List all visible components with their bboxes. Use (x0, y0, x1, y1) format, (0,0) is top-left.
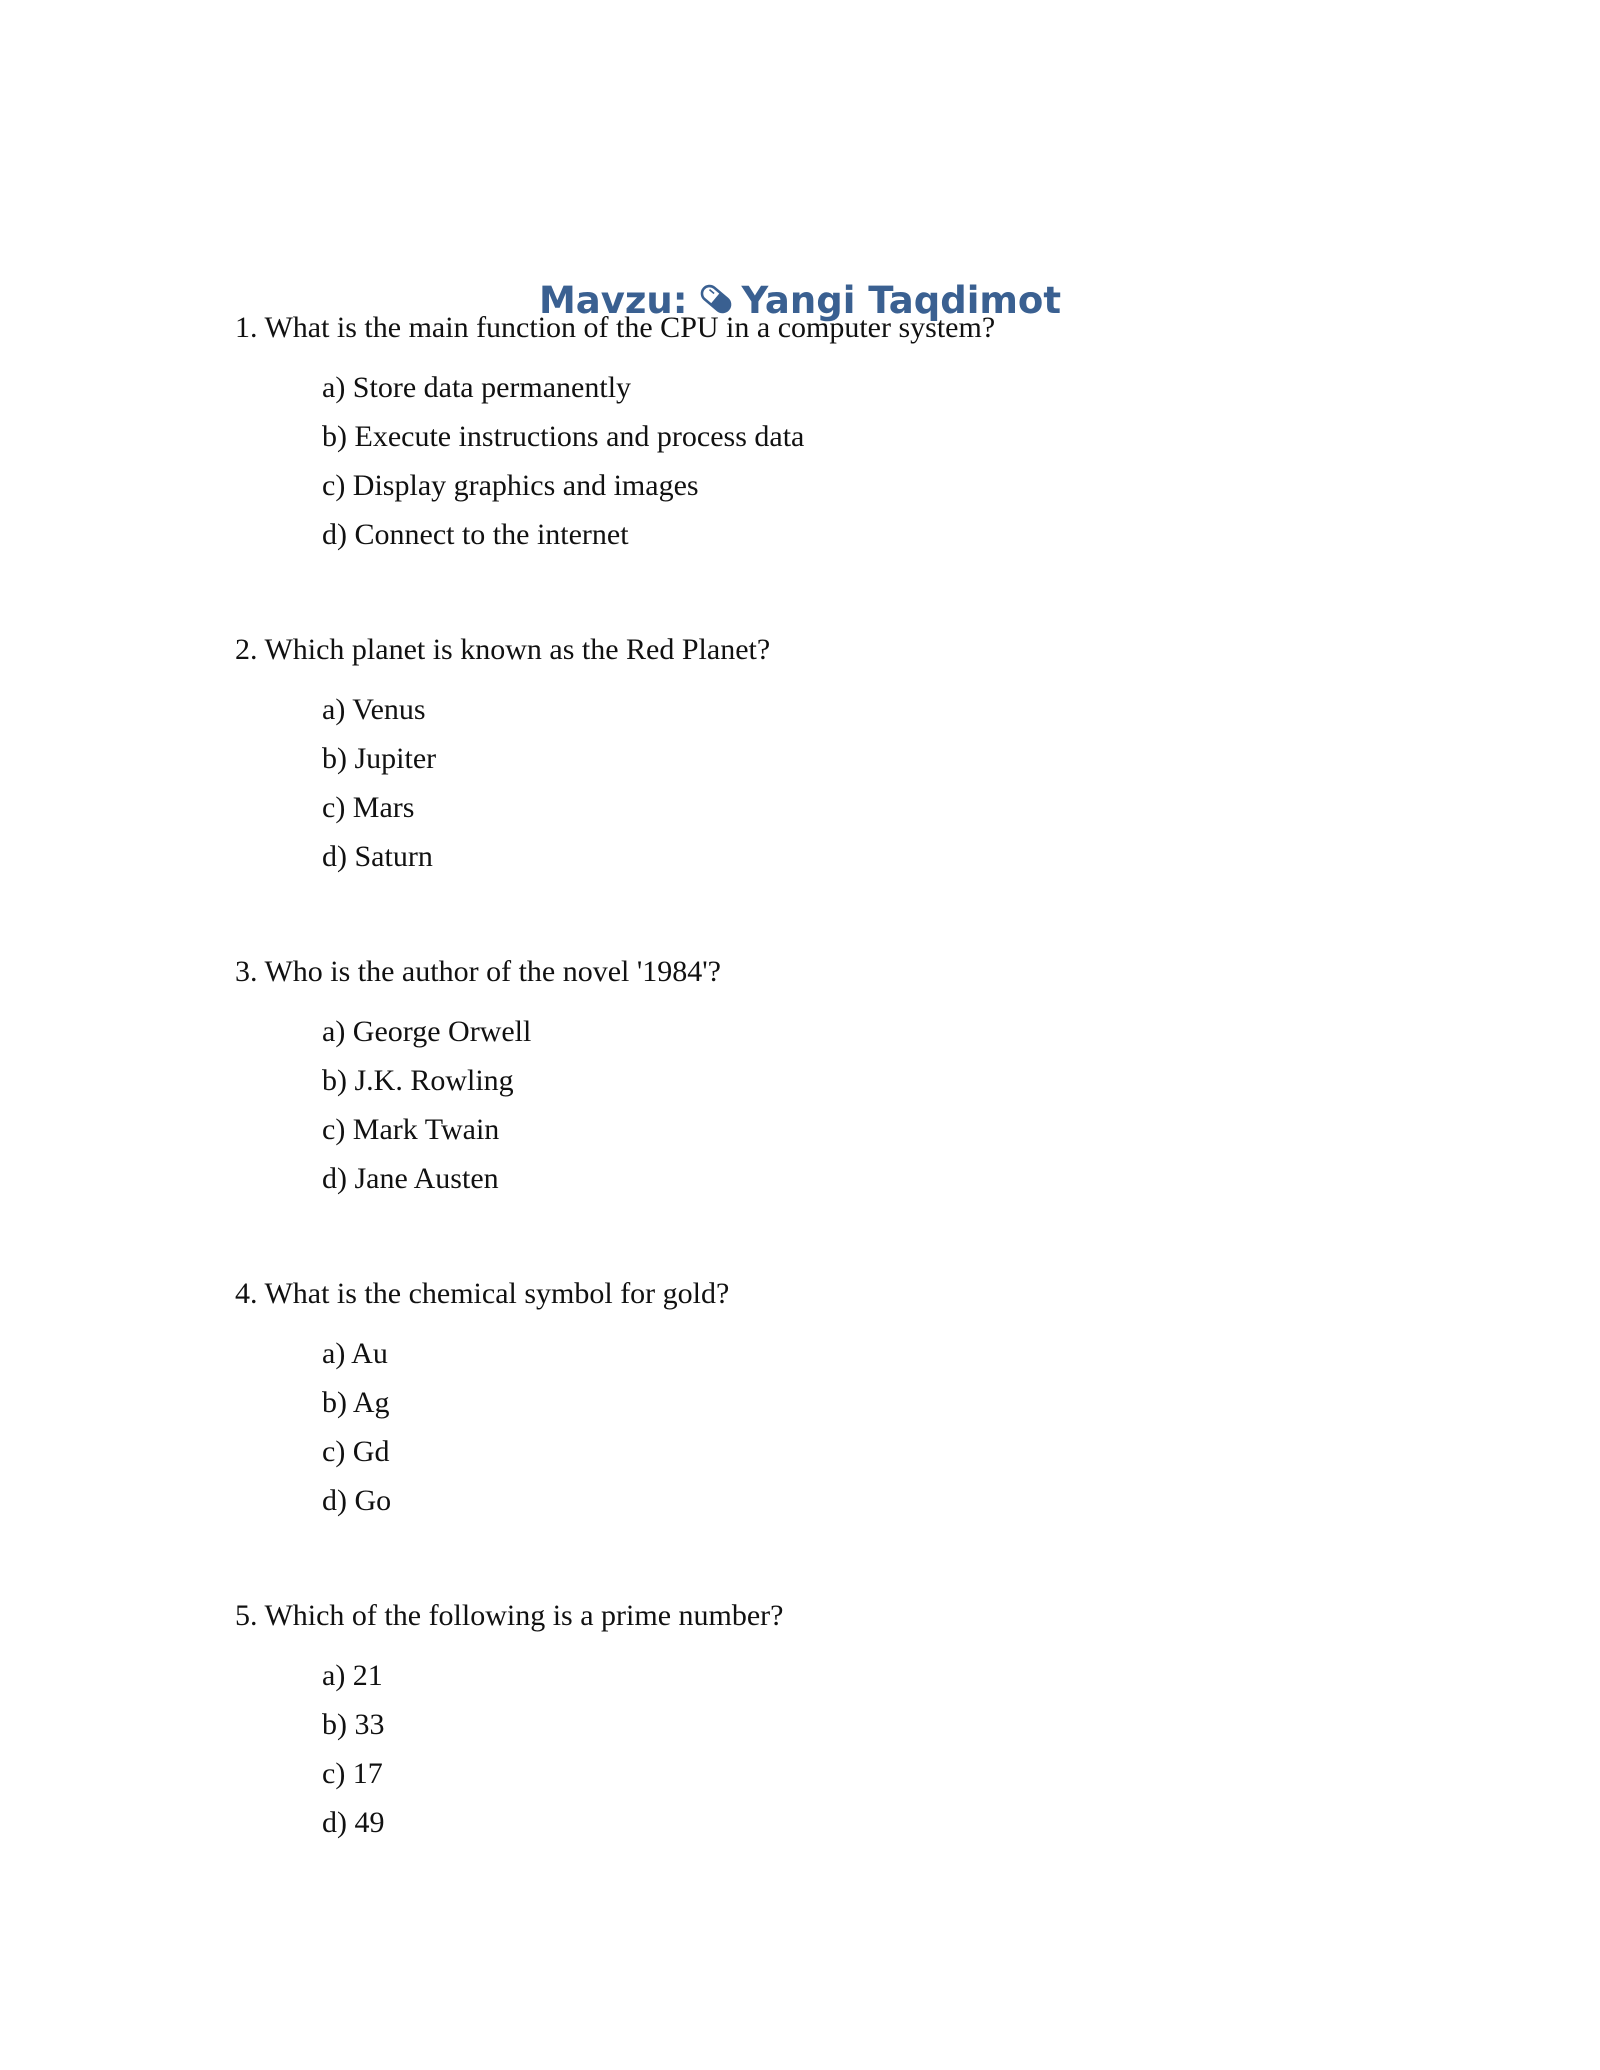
option-d: d) Saturn (322, 840, 433, 873)
option-list (235, 1007, 1435, 1203)
option-c: c) Mark Twain (322, 1113, 500, 1146)
option-d: d) Jane Austen (322, 1162, 499, 1195)
question-text: 4. What is the chemical symbol for gold? (235, 1277, 730, 1310)
option-b: b) Ag (322, 1386, 390, 1419)
option-c: c) Display graphics and images (322, 469, 699, 502)
option-b: b) J.K. Rowling (322, 1064, 514, 1097)
option-c: c) 17 (322, 1757, 383, 1790)
question-5 (235, 1594, 1435, 1916)
option-list (235, 1329, 1435, 1525)
title-text: Yangi Taqdimot (741, 278, 1062, 322)
question-2 (235, 628, 1435, 950)
question-3 (235, 950, 1435, 1272)
option-b: b) Execute instructions and process data (322, 420, 805, 453)
option-c: c) Gd (322, 1435, 390, 1468)
option-a: a) 21 (322, 1659, 383, 1692)
option-list (235, 1651, 1435, 1847)
option-c: c) Mars (322, 791, 415, 824)
option-a: a) Venus (322, 693, 426, 726)
option-b: b) 33 (322, 1708, 385, 1741)
option-a: a) George Orwell (322, 1015, 532, 1048)
question-4 (235, 1272, 1435, 1594)
option-d: d) Go (322, 1484, 392, 1517)
question-text: 5. Which of the following is a prime number? (235, 1599, 784, 1632)
question-text: 3. Who is the author of the novel '1984'? (235, 955, 721, 988)
option-list (235, 363, 1435, 559)
option-d: d) 49 (322, 1806, 385, 1839)
option-a: a) Au (322, 1337, 388, 1370)
question-1 (235, 306, 1435, 628)
quiz-questions (235, 306, 1435, 1916)
option-list (235, 685, 1435, 881)
option-a: a) Store data permanently (322, 371, 632, 404)
question-text: 1. What is the main function of the CPU in a computer system? (235, 311, 996, 344)
title-prefix: Mavzu: (538, 278, 688, 322)
option-d: d) Connect to the internet (322, 518, 629, 551)
question-text: 2. Which planet is known as the Red Planet? (235, 633, 771, 666)
option-b: b) Jupiter (322, 742, 437, 775)
